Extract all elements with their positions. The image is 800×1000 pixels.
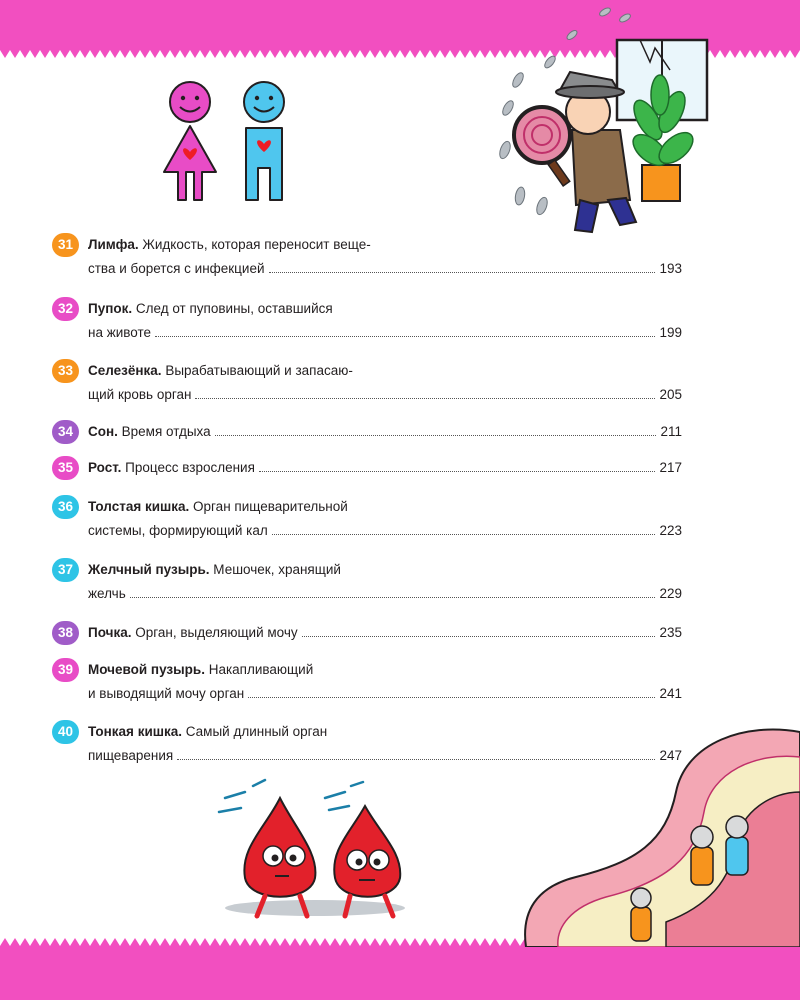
toc-definition-continued: на животе xyxy=(88,325,152,340)
dot-leader xyxy=(130,583,656,598)
toc-definition: Процесс взросления xyxy=(121,460,255,475)
intestine-with-tiny-soldiers xyxy=(516,712,800,947)
toc-term: Пупок. xyxy=(88,301,133,316)
chapter-number-badge: 37 xyxy=(52,558,79,582)
toc-leader-line xyxy=(88,384,682,406)
toc-definition: Орган, выделяющий мочу xyxy=(131,625,298,640)
toc-definition: Самый длинный орган xyxy=(182,724,328,739)
toc-entry xyxy=(52,359,682,409)
chapter-number-badge: 35 xyxy=(52,456,79,480)
toc-leader-line xyxy=(88,322,682,344)
toc-leader-line xyxy=(88,421,682,443)
toc-title-line xyxy=(88,298,333,320)
toc-definition: След от пуповины, оставшийся xyxy=(132,301,333,316)
toc-definition: Мешочек, хранящий xyxy=(209,562,341,577)
toc-title-line xyxy=(88,360,353,382)
toc-term: Почка. xyxy=(88,625,132,640)
chapter-number-badge: 33 xyxy=(52,359,79,383)
chapter-number-badge: 40 xyxy=(52,720,79,744)
toc-title-line xyxy=(88,496,348,518)
toc-leader-line xyxy=(88,683,682,705)
female-and-male-figures-icon xyxy=(158,80,298,205)
toc-entry xyxy=(52,495,682,545)
toc-entry xyxy=(52,558,682,608)
page-number: 193 xyxy=(659,261,682,276)
toc-leader-line xyxy=(88,622,682,644)
toc-term: Желчный пузырь. xyxy=(88,562,210,577)
chapter-number-badge: 31 xyxy=(52,233,79,257)
dot-leader xyxy=(248,683,655,698)
toc-term: Тонкая кишка. xyxy=(88,724,183,739)
toc-definition: Вырабатывающий и запасаю- xyxy=(161,363,353,378)
page-number: 235 xyxy=(659,625,682,640)
toc-entry xyxy=(52,297,682,347)
page-number: 223 xyxy=(659,523,682,538)
toc-term: Рост. xyxy=(88,460,122,475)
toc-leader-line xyxy=(88,258,682,280)
dot-leader xyxy=(259,457,656,472)
toc-entry xyxy=(52,420,682,446)
toc-entry xyxy=(52,456,682,482)
toc-title-line xyxy=(88,721,327,743)
toc-title-line xyxy=(88,234,371,256)
toc-term: Лимфа. xyxy=(88,237,139,252)
toc-term: Толстая кишка. xyxy=(88,499,190,514)
page-number: 241 xyxy=(659,686,682,701)
toc-title-line xyxy=(88,659,313,681)
page-number: 247 xyxy=(659,748,682,763)
toc-leader-line xyxy=(88,583,682,605)
dot-leader xyxy=(215,421,657,436)
chapter-number-badge: 39 xyxy=(52,658,79,682)
dot-leader xyxy=(195,384,655,399)
chapter-number-badge: 34 xyxy=(52,420,79,444)
page-number: 217 xyxy=(659,460,682,475)
chapter-number-badge: 32 xyxy=(52,297,79,321)
dot-leader xyxy=(302,622,656,637)
toc-definition-continued: системы, формирующий кал xyxy=(88,523,268,538)
toc-term: Селезёнка. xyxy=(88,363,162,378)
chapter-number-badge: 38 xyxy=(52,621,79,645)
toc-definition: Накапливающий xyxy=(204,662,314,677)
toc-definition-continued: пищеварения xyxy=(88,748,174,763)
detective-with-magnifying-glass xyxy=(480,0,715,240)
dot-leader xyxy=(269,258,656,273)
toc-entry xyxy=(52,658,682,708)
toc-definition: Жидкость, которая переносит веще- xyxy=(138,237,371,252)
toc-term: Мочевой пузырь. xyxy=(88,662,205,677)
running-blood-drops xyxy=(205,778,435,923)
page-number: 229 xyxy=(659,586,682,601)
page-number: 199 xyxy=(659,325,682,340)
toc-entry xyxy=(52,621,682,647)
toc-term: Сон. xyxy=(88,424,118,439)
toc-definition: Орган пищеварительной xyxy=(189,499,348,514)
toc-definition-continued: и выводящий мочу орган xyxy=(88,686,245,701)
chapter-number-badge: 36 xyxy=(52,495,79,519)
page-number: 211 xyxy=(660,424,682,439)
dot-leader xyxy=(272,520,656,535)
toc-leader-line xyxy=(88,457,682,479)
dot-leader xyxy=(155,322,655,337)
toc-definition-continued: ства и борется с инфекцией xyxy=(88,261,265,276)
page-number: 205 xyxy=(659,387,682,402)
toc-definition-continued: желчь xyxy=(88,586,126,601)
toc-definition-continued: щий кровь орган xyxy=(88,387,192,402)
toc-definition: Время отдыха xyxy=(117,424,211,439)
toc-leader-line xyxy=(88,520,682,542)
toc-entry xyxy=(52,233,682,283)
toc-title-line xyxy=(88,559,341,581)
